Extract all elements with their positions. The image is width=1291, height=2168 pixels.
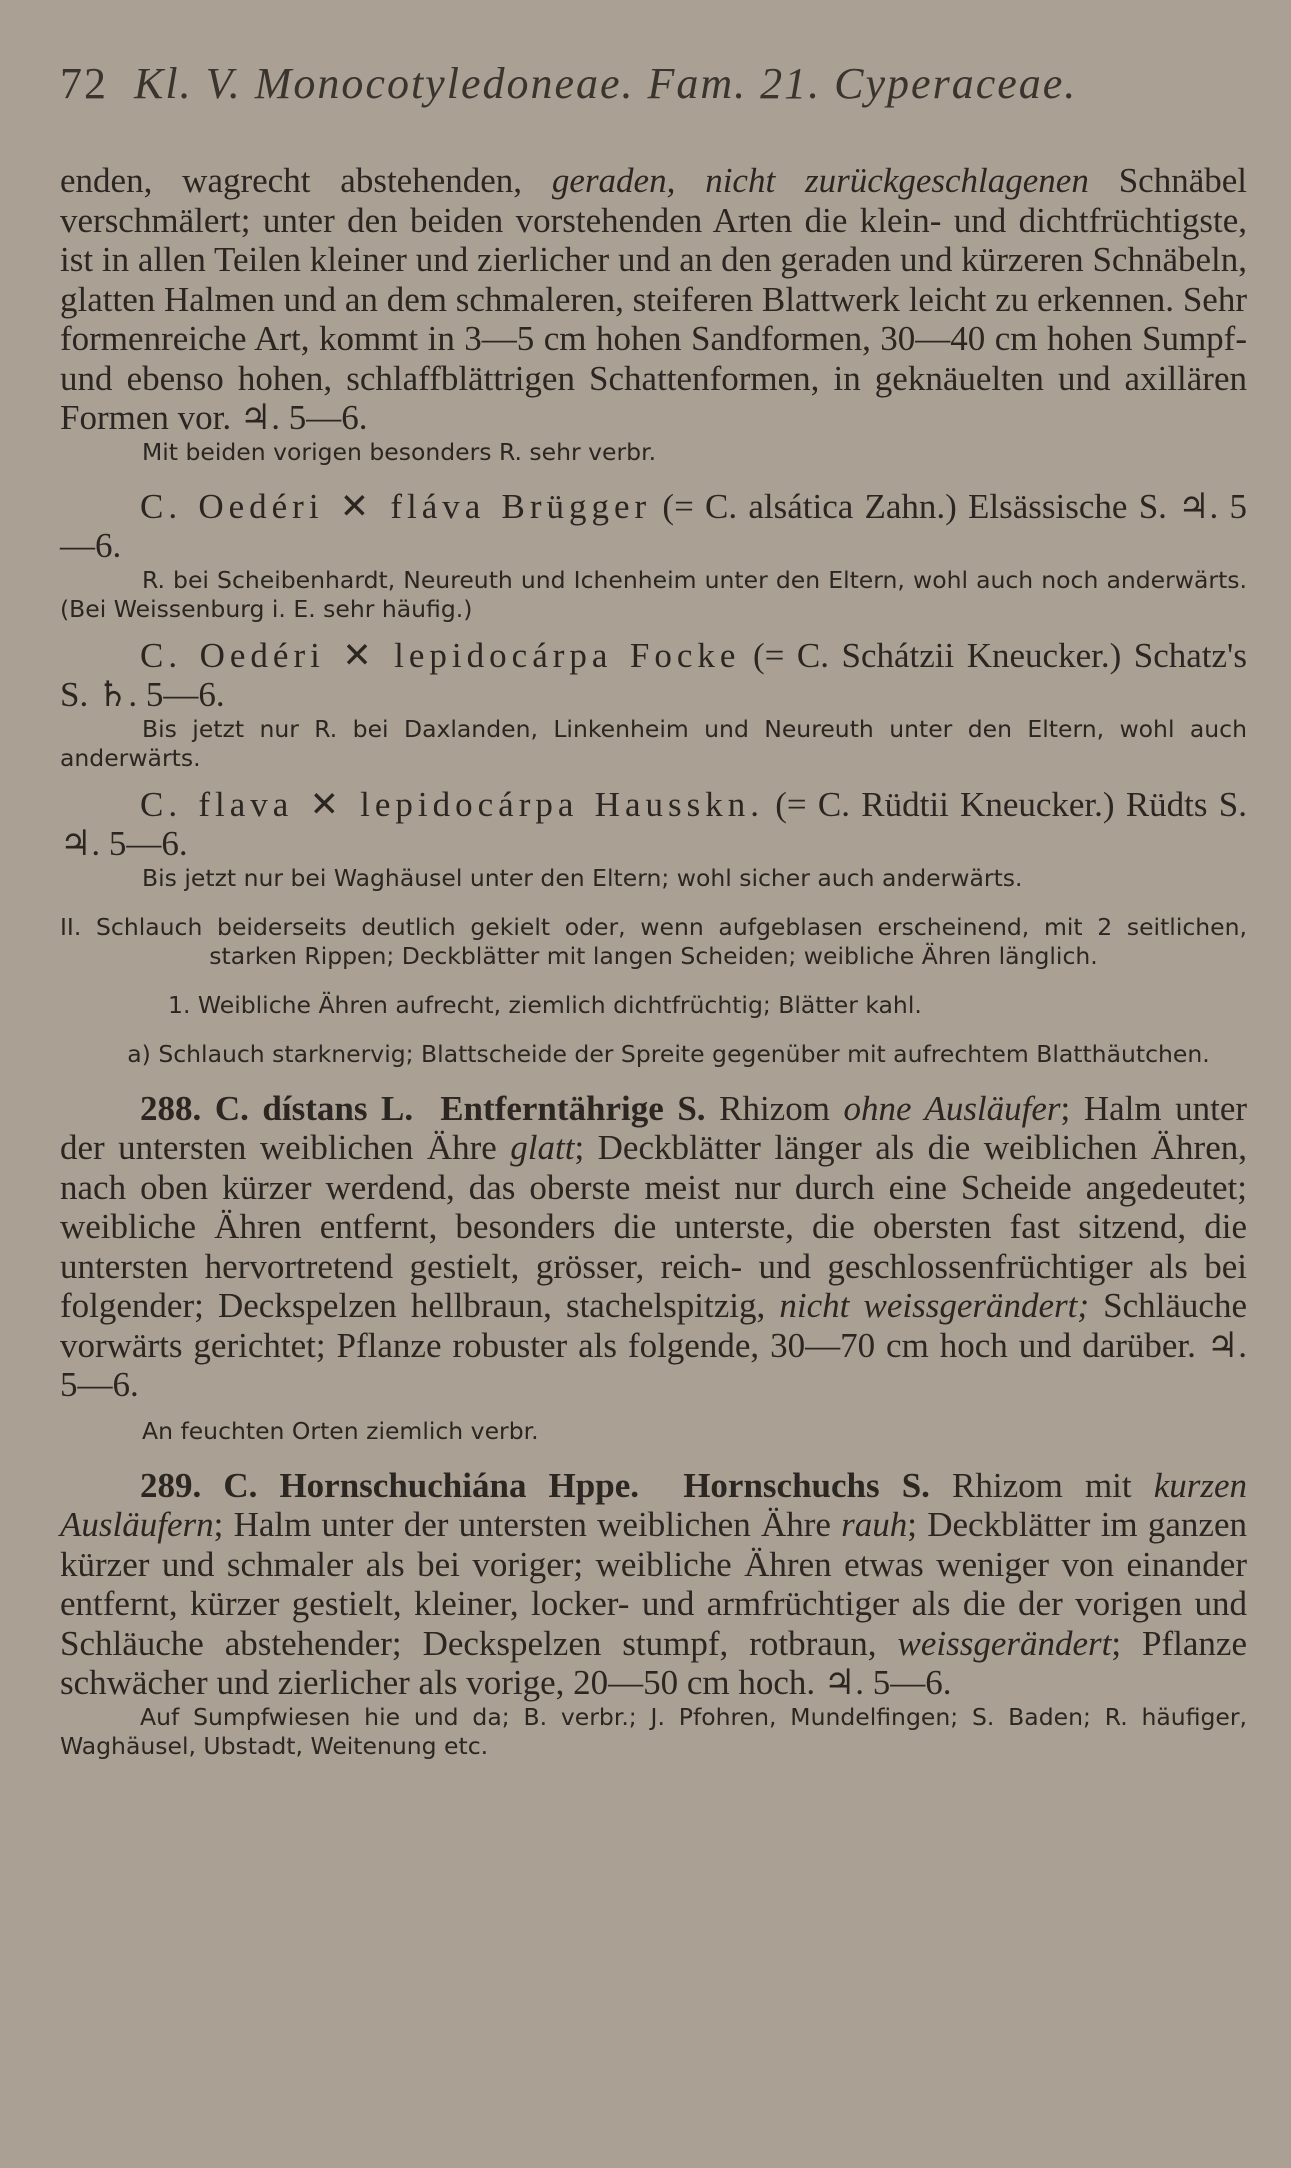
key-II: II. Schlauch beiderseits deutlich gekielt oder, wenn aufgeblasen erscheinend, mit 2 seitlichen, starken Rippen; Deckblätter mit langen Scheiden; weibliche Ähren länglich.: [60, 912, 1247, 970]
species-name: C. Hornschuchiána Hppe.: [223, 1465, 639, 1505]
distribution-note: Bis jetzt nur bei Waghäusel unter den Eltern; wohl sicher auch anderwärts.: [142, 863, 1023, 892]
italic-run: nicht weissgerändert;: [779, 1286, 1090, 1325]
key-1: 1. Weibliche Ähren aufrecht, ziemlich dichtfrüchtig; Blätter kahl.: [168, 990, 922, 1019]
species-number: 289.: [140, 1465, 202, 1505]
taxon-name: C. Oedéri ✕ fláva Brügger: [140, 486, 652, 526]
running-header: [60, 58, 1247, 109]
text-run: ; Deckblätter länger als die weiblichen Ähren, nach oben kürzer werdend, das oberste meist nur durch eine Scheide angedeutet; weibliche Ähren entfernt, besonders die unterste, die obersten fast sitzend, die untersten hervortretend gestielt, grösser, reich- und geschlossenfrüchtiger als bei folgender; Deckspelzen hellbraun, stachelspitzig,: [60, 1128, 1247, 1325]
running-title: Kl. V. Monocotyledoneae. Fam. 21. Cyperaceae.: [134, 59, 1078, 108]
taxon-name: C. Oedéri ✕ lepidocárpa Focke: [140, 635, 741, 675]
italic-run: glatt: [510, 1128, 575, 1167]
species-288-description: [60, 1089, 1247, 1405]
text-run: (= C. alsática Zahn.) Elsässische S. ♃. 5—6.: [60, 486, 1247, 565]
text-run: ; Halm unter der untersten weiblichen Ähre: [60, 1088, 1248, 1167]
key-a: a) Schlauch starknervig; Blattscheide der Spreite gegenüber mit aufrechtem Blatthäutchen.: [127, 1039, 1210, 1068]
text-run: Rhizom: [705, 1088, 844, 1128]
hybrid-entry-schatzii: [60, 636, 1247, 715]
distribution-note: An feuchten Orten ziemlich verbr.: [142, 1416, 539, 1445]
species-289-description: [60, 1466, 1247, 1703]
common-name: Entferntährige S.: [440, 1088, 706, 1128]
text-run: ; Pflanze schwächer und zierlicher als vorige, 20—50 cm hoch. ♃. 5—6.: [60, 1623, 1247, 1702]
hybrid-entry-alsatica: [60, 487, 1247, 566]
text-run: Rhizom mit: [929, 1465, 1154, 1505]
distribution-note: Mit beiden vorigen besonders R. sehr verbr.: [142, 437, 657, 466]
text-run: (= C. Schátzii Kneucker.) Schatz's S. ♄. 5—6.: [60, 635, 1247, 714]
species-name: C. dístans L.: [214, 1088, 414, 1128]
text-run: enden, wagrecht abstehenden,: [60, 161, 552, 200]
italic-run: weissgerändert: [897, 1623, 1112, 1663]
distribution-note: R. bei Scheibenhardt, Neureuth und Ichenheim unter den Eltern, wohl auch noch anderwärts. (Bei Weissenburg i. E. sehr häufig.): [60, 565, 1247, 623]
text-run: ; Deckblätter im ganzen kürzer und schmaler als bei voriger; weibliche Ähren etwas weniger von einander entfernt, kürzer gestielt, kleiner, locker- und armfrüchtiger als die der vorigen und Schläuche abstehender; Deckspelzen stumpf, rotbraun,: [60, 1505, 1247, 1663]
text-run: Schläuche vorwärts gerichtet; Pflanze robuster als folgende, 30—70 cm hoch und darüber. ♃. 5—6.: [60, 1286, 1247, 1404]
text-run: Schnäbel verschmälert; unter den beiden vorstehenden Arten die klein- und dichtfrüchtigste, ist in allen Teilen kleiner und zierlicher und an den geraden und kürzeren Schnäbeln, glatten Halmen und an dem schmaleren, steiferen Blattwerk leicht zu erkennen. Sehr formenreiche Art, kommt in 3—5 cm hohen Sandformen, 30—40 cm hohen Sumpf- und ebenso hohen, schlaffblättrigen Schattenformen, in geknäuelten und axillären Formen vor. ♃. 5—6.: [60, 161, 1248, 437]
common-name: Hornschuchs S.: [683, 1465, 930, 1505]
intro-paragraph: [60, 161, 1247, 438]
distribution-note: Auf Sumpfwiesen hie und da; B. verbr.; J. Pfohren, Mundelfingen; S. Baden; R. häufiger, Waghäusel, Ubstadt, Weitenung etc.: [60, 1702, 1247, 1760]
text-run: ; Halm unter der untersten weiblichen Ähre: [213, 1505, 842, 1544]
species-number: 288.: [140, 1088, 202, 1128]
italic-run: kurzen Ausläufern: [60, 1465, 1248, 1544]
page-number: 72: [60, 59, 108, 108]
italic-run: geraden, nicht zurückgeschlagenen: [551, 161, 1089, 200]
italic-run: ohne Ausläufer: [843, 1088, 1061, 1128]
taxon-name: C. flava ✕ lepidocárpa Hausskn.: [140, 784, 764, 824]
text-run: (= C. Rüdtii Kneucker.) Rüdts S. ♃. 5—6.: [60, 784, 1247, 863]
hybrid-entry-ruedtii: [60, 785, 1247, 864]
distribution-note: Bis jetzt nur R. bei Daxlanden, Linkenheim und Neureuth unter den Eltern, wohl auch anderwärts.: [60, 714, 1247, 772]
italic-run: rauh: [841, 1505, 908, 1544]
